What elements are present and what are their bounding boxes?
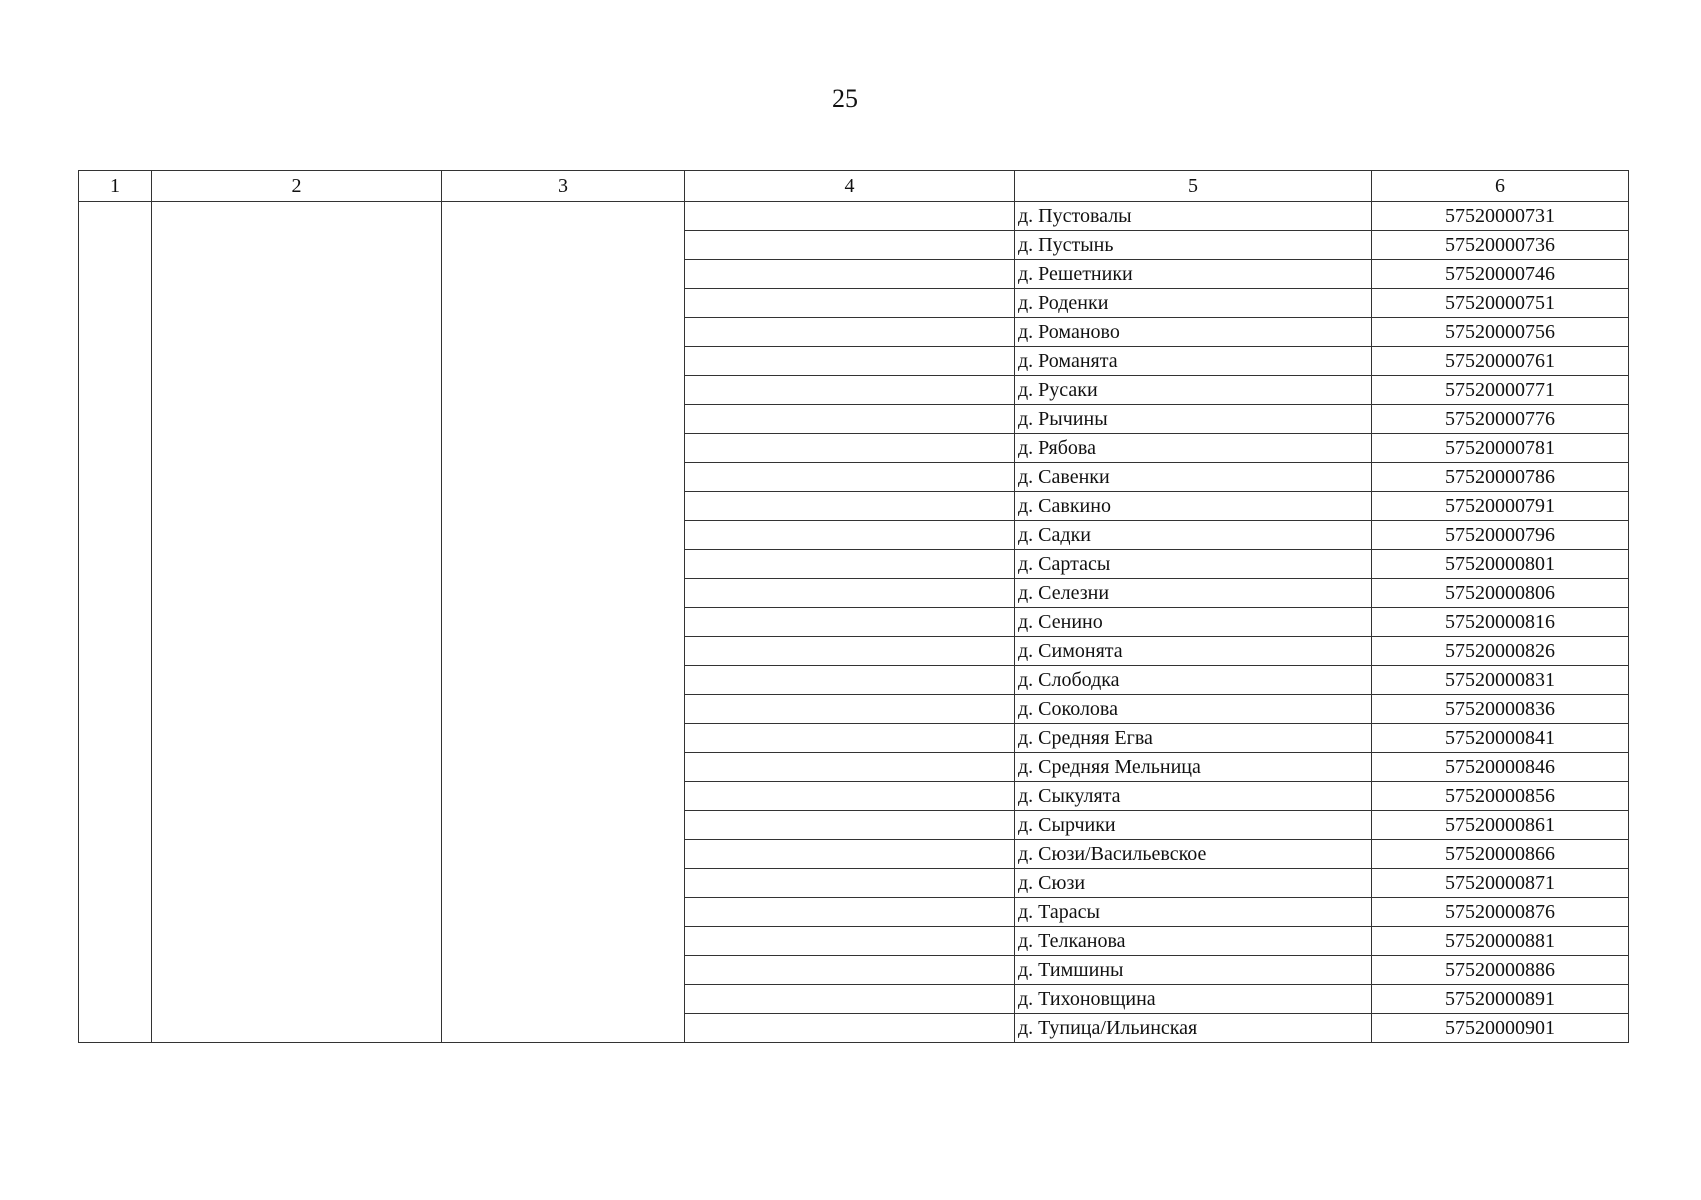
col4-cell [685,289,1015,318]
oktmo-code-cell: 57520000816 [1372,608,1629,637]
settlement-name-cell: д. Решетники [1015,260,1372,289]
col4-cell [685,521,1015,550]
col4-cell [685,985,1015,1014]
settlement-name-cell: д. Романята [1015,347,1372,376]
oktmo-code-cell: 57520000831 [1372,666,1629,695]
oktmo-code-cell: 57520000761 [1372,347,1629,376]
oktmo-code-cell: 57520000891 [1372,985,1629,1014]
col4-cell [685,463,1015,492]
col4-cell [685,927,1015,956]
settlements-table [78,170,1629,1043]
settlement-name-cell: д. Сырчики [1015,811,1372,840]
col4-cell [685,579,1015,608]
column-header: 5 [1015,171,1372,202]
oktmo-code-cell: 57520000776 [1372,405,1629,434]
settlement-name-cell: д. Телканова [1015,927,1372,956]
oktmo-code-cell: 57520000871 [1372,869,1629,898]
col4-cell [685,811,1015,840]
table-header-row [79,171,1629,202]
col4-cell [685,231,1015,260]
settlement-name-cell: д. Средняя Мельница [1015,753,1372,782]
settlement-name-cell: д. Роденки [1015,289,1372,318]
oktmo-code-cell: 57520000791 [1372,492,1629,521]
col4-cell [685,492,1015,521]
col4-cell [685,376,1015,405]
oktmo-code-cell: 57520000881 [1372,927,1629,956]
col4-cell [685,318,1015,347]
col4-cell [685,637,1015,666]
column-header: 3 [442,171,685,202]
oktmo-code-cell: 57520000801 [1372,550,1629,579]
col4-cell [685,666,1015,695]
col4-cell [685,869,1015,898]
oktmo-code-cell: 57520000836 [1372,695,1629,724]
oktmo-code-cell: 57520000731 [1372,202,1629,231]
column-header: 4 [685,171,1015,202]
col4-cell [685,260,1015,289]
settlement-name-cell: д. Тупица/Ильинская [1015,1014,1372,1043]
oktmo-code-cell: 57520000846 [1372,753,1629,782]
oktmo-code-cell: 57520000751 [1372,289,1629,318]
column-header: 6 [1372,171,1629,202]
settlement-name-cell: д. Сюзи [1015,869,1372,898]
oktmo-code-cell: 57520000771 [1372,376,1629,405]
settlement-name-cell: д. Савенки [1015,463,1372,492]
oktmo-code-cell: 57520000826 [1372,637,1629,666]
settlement-name-cell: д. Рычины [1015,405,1372,434]
settlement-name-cell: д. Сенино [1015,608,1372,637]
page-number: 25 [832,84,858,113]
settlement-name-cell: д. Соколова [1015,695,1372,724]
settlement-name-cell: д. Средняя Егва [1015,724,1372,753]
col4-cell [685,550,1015,579]
oktmo-code-cell: 57520000756 [1372,318,1629,347]
settlement-name-cell: д. Сюзи/Васильевское [1015,840,1372,869]
settlement-name-cell: д. Рябова [1015,434,1372,463]
settlement-name-cell: д. Слободка [1015,666,1372,695]
oktmo-code-cell: 57520000781 [1372,434,1629,463]
oktmo-code-cell: 57520000806 [1372,579,1629,608]
settlement-name-cell: д. Тимшины [1015,956,1372,985]
settlement-name-cell: д. Сыкулята [1015,782,1372,811]
settlement-name-cell: д. Тихоновщина [1015,985,1372,1014]
settlement-name-cell: д. Садки [1015,521,1372,550]
col4-cell [685,753,1015,782]
settlement-name-cell: д. Русаки [1015,376,1372,405]
oktmo-code-cell: 57520000736 [1372,231,1629,260]
col4-cell [685,608,1015,637]
table-body [79,202,1629,1043]
col4-cell [685,956,1015,985]
col4-cell [685,202,1015,231]
column-header: 1 [79,171,152,202]
oktmo-code-cell: 57520000841 [1372,724,1629,753]
col4-cell [685,1014,1015,1043]
oktmo-code-cell: 57520000861 [1372,811,1629,840]
column-header: 2 [152,171,442,202]
oktmo-code-cell: 57520000901 [1372,1014,1629,1043]
settlement-name-cell: д. Романово [1015,318,1372,347]
col4-cell [685,898,1015,927]
oktmo-code-cell: 57520000796 [1372,521,1629,550]
settlement-name-cell: д. Селезни [1015,579,1372,608]
settlement-name-cell: д. Тарасы [1015,898,1372,927]
col2-cell [152,202,442,1043]
col4-cell [685,347,1015,376]
oktmo-code-cell: 57520000876 [1372,898,1629,927]
oktmo-code-cell: 57520000746 [1372,260,1629,289]
settlement-name-cell: д. Сартасы [1015,550,1372,579]
col4-cell [685,724,1015,753]
col3-cell [442,202,685,1043]
col4-cell [685,782,1015,811]
col4-cell [685,405,1015,434]
settlement-name-cell: д. Савкино [1015,492,1372,521]
oktmo-code-cell: 57520000866 [1372,840,1629,869]
settlement-name-cell: д. Пустынь [1015,231,1372,260]
col4-cell [685,840,1015,869]
col1-cell [79,202,152,1043]
col4-cell [685,434,1015,463]
oktmo-code-cell: 57520000856 [1372,782,1629,811]
settlement-name-cell: д. Пустовалы [1015,202,1372,231]
settlement-name-cell: д. Симонята [1015,637,1372,666]
col4-cell [685,695,1015,724]
table-row [79,202,1629,231]
oktmo-code-cell: 57520000886 [1372,956,1629,985]
oktmo-code-cell: 57520000786 [1372,463,1629,492]
